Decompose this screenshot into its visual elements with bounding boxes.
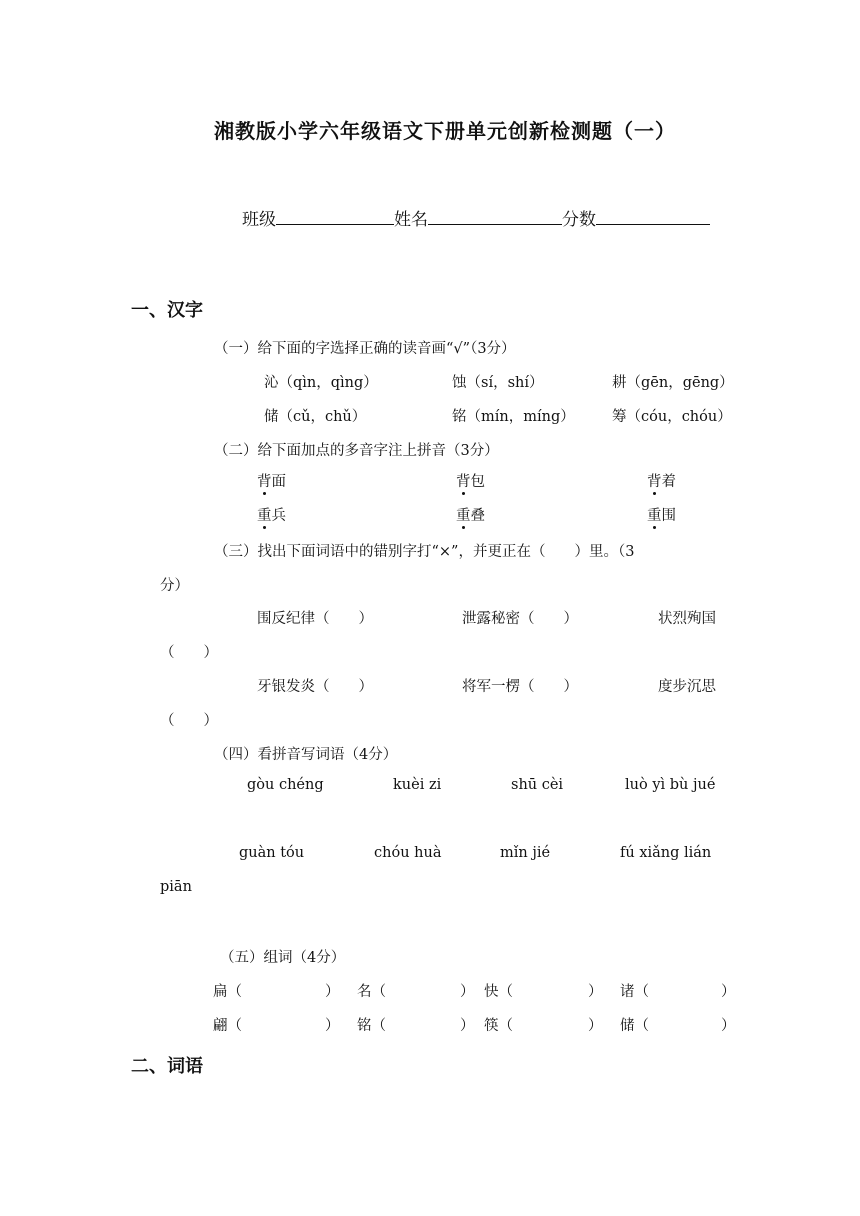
q3-wrap-blank: （ ） — [160, 713, 218, 729]
q2-item: 背包 — [456, 470, 485, 491]
q4-prompt: （四）看拼音写词语（4分） — [214, 747, 398, 763]
pinyin-item: luò yì bù jué — [625, 777, 716, 793]
q1-prompt: （一）给下面的字选择正确的读音画“√”（3分） — [214, 341, 516, 357]
word-group-open: 快（ — [484, 984, 513, 1000]
q2-item: 重围 — [647, 504, 676, 525]
q1-item: 储（cǔ，chǔ） — [264, 409, 367, 425]
pinyin-item: fú xiǎng lián — [620, 845, 712, 861]
dotted-character: 重 — [647, 504, 662, 525]
dotted-character: 重 — [257, 504, 272, 525]
pinyin-item: kuèi zi — [393, 777, 442, 793]
word-group-open: 储（ — [620, 1018, 649, 1034]
word-group-close: ） — [721, 1018, 736, 1034]
word-group-close: ） — [588, 1018, 603, 1034]
pinyin-wrap: piān — [160, 879, 192, 895]
q2-item: 背面 — [257, 470, 286, 491]
q3-prompt-line2: 分） — [160, 578, 189, 594]
q1-item: 蚀（sí，shí） — [452, 375, 544, 391]
q5-prompt: （五）组词（4分） — [220, 950, 346, 966]
q2-item: 背着 — [647, 470, 676, 491]
dotted-character: 重 — [456, 504, 471, 525]
word-group-close: ） — [460, 984, 475, 1000]
q1-item: 沁（qìn，qìng） — [264, 375, 378, 391]
pinyin-item: gòu chéng — [247, 777, 324, 793]
q3-item: 牙银发炎（ ） — [257, 679, 373, 695]
pinyin-item: guàn tóu — [239, 845, 305, 861]
word-group-open: 诸（ — [620, 984, 649, 1000]
pinyin-item: shū cèi — [511, 777, 564, 793]
name-blank[interactable] — [428, 206, 562, 225]
q1-item: 铭（mín，míng） — [452, 409, 575, 425]
word-group-close: ） — [325, 1018, 340, 1034]
word-group-open: 名（ — [357, 984, 386, 1000]
pinyin-item: chóu huà — [374, 845, 442, 861]
name-label: 姓名 — [394, 210, 428, 230]
q3-item: 度步沉思 — [658, 679, 716, 695]
q2-item: 重兵 — [257, 504, 286, 525]
q2-item: 重叠 — [456, 504, 485, 525]
word-group-close: ） — [325, 984, 340, 1000]
class-label: 班级 — [242, 210, 276, 230]
word-group-close: ） — [460, 1018, 475, 1034]
word-group-open: 翩（ — [213, 1018, 242, 1034]
section-heading-characters: 一、汉字 — [131, 300, 203, 321]
word-group-close: ） — [588, 984, 603, 1000]
q1-item: 筹（cóu，chóu） — [612, 409, 732, 425]
dotted-character: 背 — [257, 470, 272, 491]
q3-wrap-blank: （ ） — [160, 645, 218, 661]
q3-prompt-line1: （三）找出下面词语中的错别字打“×”，并更正在（ ）里。（3 — [214, 544, 635, 560]
q3-item: 状烈殉国 — [658, 611, 716, 627]
section-heading-words: 二、词语 — [131, 1056, 203, 1077]
pinyin-item: mǐn jié — [500, 845, 551, 861]
q3-item: 围反纪律（ ） — [257, 611, 373, 627]
q3-item: 泄露秘密（ ） — [462, 611, 578, 627]
q1-item: 耕（gēn，gēng） — [612, 375, 734, 391]
word-group-open: 扁（ — [213, 984, 242, 1000]
dotted-character: 背 — [647, 470, 662, 491]
student-info-line — [242, 205, 710, 230]
class-blank[interactable] — [276, 206, 394, 225]
word-group-open: 铭（ — [357, 1018, 386, 1034]
q3-item: 将军一楞（ ） — [462, 679, 578, 695]
word-group-open: 筷（ — [484, 1018, 513, 1034]
q2-prompt: （二）给下面加点的多音字注上拼音（3分） — [214, 443, 499, 459]
dotted-character: 背 — [456, 470, 471, 491]
page-title: 湘教版小学六年级语文下册单元创新检测题（一） — [214, 119, 676, 143]
word-group-close: ） — [721, 984, 736, 1000]
score-label: 分数 — [562, 210, 596, 230]
score-blank[interactable] — [596, 206, 710, 225]
